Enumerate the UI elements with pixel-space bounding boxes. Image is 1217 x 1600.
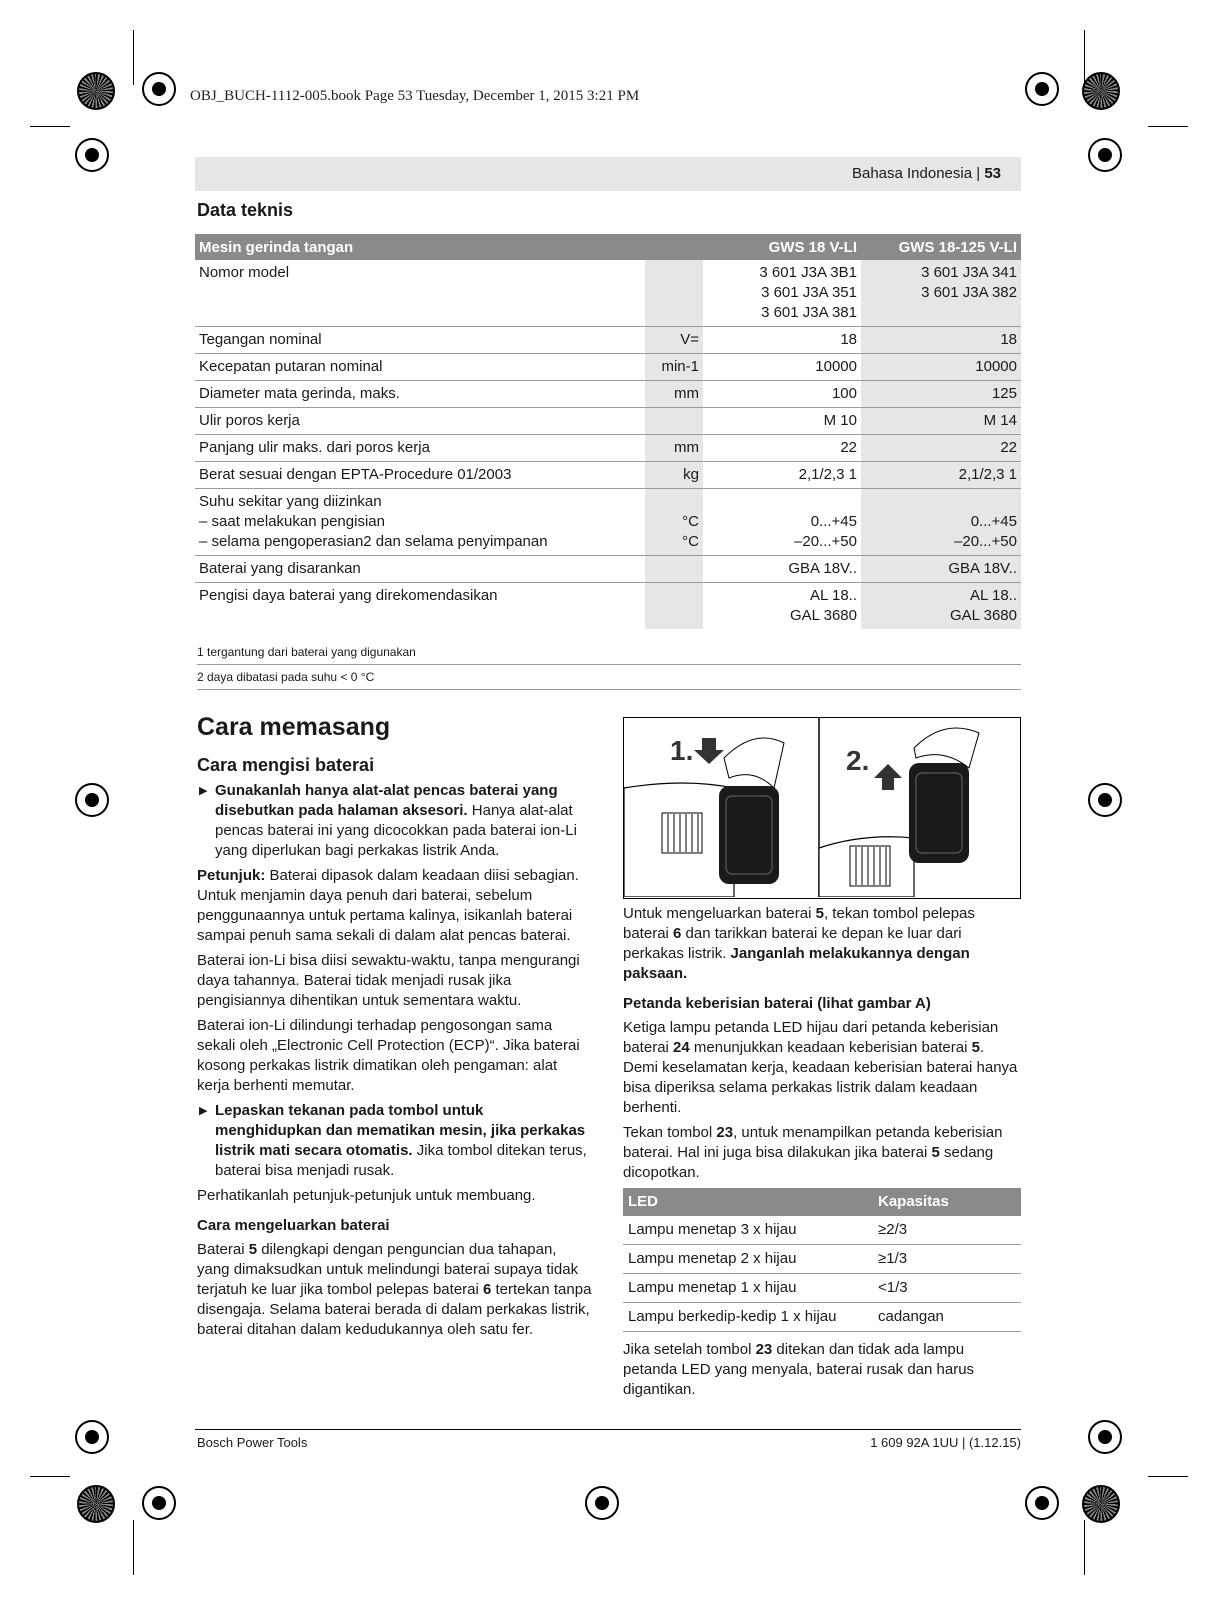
registration-mark-left-top bbox=[75, 138, 109, 172]
spec-col-label: Mesin gerinda tangan bbox=[195, 234, 645, 260]
paragraph-charging: Baterai ion-Li bisa diisi sewaktu-waktu, tanpa mengurangi daya tahannya. Baterai tidak menjadi rusak jika pengisiannya dihentikan untuk sementara waktu. bbox=[197, 952, 580, 1009]
capacity-value: ≥2/3 bbox=[873, 1216, 1021, 1245]
registration-mark-bottom-left bbox=[142, 1486, 176, 1520]
spec-unit bbox=[645, 556, 703, 583]
footer-rule bbox=[195, 1429, 1021, 1430]
spec-value-model-2: 22 bbox=[861, 435, 1021, 462]
step-1-label: 1. bbox=[670, 735, 694, 766]
spec-value-model-1: 18 bbox=[703, 327, 861, 354]
spec-value-model-1: 3 601 J3A 3B1 3 601 J3A 351 3 601 J3A 381 bbox=[703, 260, 861, 327]
spec-value-model-1: 22 bbox=[703, 435, 861, 462]
registration-mark-left-mid bbox=[75, 783, 109, 817]
crop-line bbox=[133, 30, 134, 85]
capacity-value: cadangan bbox=[873, 1303, 1021, 1332]
color-rosette-top-left bbox=[77, 72, 115, 110]
bullet-charger-text: Hanya alat-alat pencas baterai ini yang dicocokkan pada baterai ion-Li yang diperlukan bagi perkakas listrik Anda. bbox=[215, 802, 577, 859]
crop-line bbox=[1148, 126, 1188, 127]
crop-line bbox=[1148, 1476, 1188, 1477]
registration-mark-bottom-center bbox=[585, 1486, 619, 1520]
registration-mark-bottom-right bbox=[1025, 1486, 1059, 1520]
section-title-cara-memasang: Cara memasang bbox=[197, 713, 391, 741]
step-2-label: 2. bbox=[846, 745, 870, 776]
spec-value-model-2: M 14 bbox=[861, 408, 1021, 435]
spec-label: Ulir poros kerja bbox=[195, 408, 645, 435]
crop-line bbox=[1084, 1520, 1085, 1575]
subsection-title-charging: Cara mengisi baterai bbox=[197, 755, 375, 775]
footnote-1: 1 tergantung dari baterai yang digunakan bbox=[197, 640, 1021, 665]
bullet-switch-bold: Lepaskan tekanan pada tombol untuk menghidupkan dan mematikan mesin, jika perkakas listrik mati secara otomatis. bbox=[215, 1102, 586, 1159]
table-row bbox=[195, 462, 1021, 489]
subsection-title-remove: Cara mengeluarkan baterai bbox=[197, 1217, 390, 1234]
spec-unit bbox=[645, 408, 703, 435]
spec-value-model-2: AL 18.. GAL 3680 bbox=[861, 583, 1021, 630]
table-row bbox=[195, 435, 1021, 462]
header-language: Bahasa Indonesia bbox=[851, 165, 973, 182]
book-info-line: OBJ_BUCH-1112-005.book Page 53 Tuesday, December 1, 2015 3:21 PM bbox=[190, 88, 640, 104]
footer-brand: Bosch Power Tools bbox=[197, 1435, 308, 1450]
section-title-data-teknis: Data teknis bbox=[197, 200, 294, 220]
paragraph-remove: Baterai 5 dilengkapi dengan penguncian dua tahapan, yang dimaksudkan untuk melindungi baterai supaya tidak terjatuh ke luar jika tombol pelepas baterai 6 tertekan tanpa disengaja. Selama baterai berada di dalam perkakas listrik, baterai ditahan dalam kedudukannya oleh satu fer. bbox=[197, 1241, 592, 1338]
spec-value-model-1: GBA 18V.. bbox=[703, 556, 861, 583]
led-state: Lampu menetap 2 x hijau bbox=[623, 1245, 873, 1274]
spec-label: Panjang ulir maks. dari poros kerja bbox=[195, 435, 645, 462]
registration-mark-top-left bbox=[142, 72, 176, 106]
spec-unit: min-1 bbox=[645, 354, 703, 381]
battery-removal-figure bbox=[623, 717, 1021, 899]
spec-unit: kg bbox=[645, 462, 703, 489]
spec-value-model-1: 2,1/2,3 1 bbox=[703, 462, 861, 489]
spec-value-model-2: 18 bbox=[861, 327, 1021, 354]
spec-unit: mm bbox=[645, 435, 703, 462]
table-row bbox=[195, 583, 1021, 630]
spec-value-model-1: 100 bbox=[703, 381, 861, 408]
spec-unit: V= bbox=[645, 327, 703, 354]
spec-unit: mm bbox=[645, 381, 703, 408]
spec-label: Baterai yang disarankan bbox=[195, 556, 645, 583]
spec-label: Nomor model bbox=[195, 260, 645, 327]
table-row bbox=[623, 1274, 1021, 1303]
table-row bbox=[623, 1216, 1021, 1245]
spec-label: Suhu sekitar yang diizinkan – saat melakukan pengisian – selama pengoperasian2 dan selama penyimpanan bbox=[195, 489, 645, 556]
registration-mark-right-top bbox=[1088, 138, 1122, 172]
bullet-switch-text: Jika tombol ditekan terus, baterai bisa menjadi rusak. bbox=[215, 1142, 587, 1179]
table-row bbox=[623, 1245, 1021, 1274]
spec-label: Pengisi daya baterai yang direkomendasikan bbox=[199, 587, 498, 604]
crop-line bbox=[133, 1520, 134, 1575]
page-header: Bahasa Indonesia | 53 bbox=[851, 165, 1001, 182]
led-col-header: LED bbox=[623, 1188, 873, 1216]
spec-label: Kecepatan putaran nominal bbox=[195, 354, 645, 381]
table-row bbox=[623, 1303, 1021, 1332]
registration-mark-left-bottom bbox=[75, 1420, 109, 1454]
spec-value-model-2: 10000 bbox=[861, 354, 1021, 381]
capacity-col-header: Kapasitas bbox=[873, 1188, 1021, 1216]
paragraph-press-button: Tekan tombol 23, untuk menampilkan petanda keberisian baterai. Hal ini juga bisa dilakukan jika baterai 5 sedang dicopotkan. bbox=[623, 1124, 1003, 1181]
subsection-title-charge-indicator: Petanda keberisian baterai (lihat gambar A) bbox=[623, 995, 931, 1012]
right-column bbox=[623, 904, 1021, 1405]
table-row bbox=[195, 327, 1021, 354]
battery-pack-2 bbox=[909, 763, 969, 863]
spec-value-model-2: 125 bbox=[861, 381, 1021, 408]
paragraph-disposal: Perhatikanlah petunjuk-petunjuk untuk membuang. bbox=[197, 1187, 536, 1204]
paragraph-ecp: Baterai ion-Li dilindungi terhadap pengosongan sama sekali oleh „Electronic Cell Protection (ECP)“. Jika baterai kosong perkakas listrik dimatikan oleh pengaman: alat kerja berhenti memutar. bbox=[197, 1017, 580, 1094]
bullet-charger-bold: Gunakanlah hanya alat-alat pencas baterai yang disebutkan pada halaman aksesori. bbox=[215, 782, 558, 819]
spec-label: Diameter mata gerinda, maks. bbox=[195, 381, 645, 408]
color-rosette-bottom-right bbox=[1082, 1485, 1120, 1523]
paragraph-remove-instruction: Untuk mengeluarkan baterai 5, tekan tombol pelepas baterai 6 dan tarikkan baterai ke depan ke luar dari perkakas listrik. Janganlah melakukannya dengan paksaan. bbox=[623, 905, 975, 982]
bullet-charger-note bbox=[197, 781, 592, 861]
spec-value-model-2: 2,1/2,3 1 bbox=[861, 462, 1021, 489]
note-text: Baterai dipasok dalam keadaan diisi sebagian. Untuk menjamin daya penuh dari baterai, sebelum penggunaannya untuk pertama kalinya, isikanlah baterai sampai penuh sama sekali di dalam alat pencas baterai. bbox=[197, 867, 579, 944]
spec-col-model-2: GWS 18-125 V-LI bbox=[861, 234, 1021, 260]
spec-footnotes bbox=[197, 640, 1021, 690]
crop-line bbox=[1084, 30, 1085, 85]
spec-unit bbox=[645, 260, 703, 327]
color-rosette-top-right bbox=[1082, 72, 1120, 110]
footer-doc-number: 1 609 92A 1UU | (1.12.15) bbox=[870, 1435, 1021, 1450]
paragraph-defective-battery: Jika setelah tombol 23 ditekan dan tidak ada lampu petanda LED yang menyala, baterai rusak dan harus digantikan. bbox=[623, 1341, 975, 1398]
spec-unit: °C °C bbox=[645, 489, 703, 556]
bullet-switch-note bbox=[197, 1101, 592, 1181]
led-state: Lampu menetap 1 x hijau bbox=[623, 1274, 873, 1303]
led-table-header bbox=[623, 1188, 1021, 1216]
table-row bbox=[195, 408, 1021, 435]
table-row bbox=[195, 260, 1021, 327]
color-rosette-bottom-left bbox=[77, 1485, 115, 1523]
led-state: Lampu berkedip-kedip 1 x hijau bbox=[623, 1303, 873, 1332]
crop-line bbox=[30, 126, 70, 127]
led-state: Lampu menetap 3 x hijau bbox=[623, 1216, 873, 1245]
registration-mark-top-right bbox=[1025, 72, 1059, 106]
led-capacity-table bbox=[623, 1188, 1021, 1332]
spec-value-model-2: GBA 18V.. bbox=[861, 556, 1021, 583]
spec-value-model-1: 10000 bbox=[703, 354, 861, 381]
arrow-down-icon bbox=[694, 738, 724, 764]
left-column bbox=[197, 755, 592, 1345]
spec-unit bbox=[645, 583, 703, 630]
spec-table bbox=[195, 234, 1021, 629]
spec-value-model-1: AL 18.. GAL 3680 bbox=[790, 587, 857, 624]
spec-label: Tegangan nominal bbox=[195, 327, 645, 354]
table-row bbox=[195, 556, 1021, 583]
footnote-2: 2 daya dibatasi pada suhu < 0 °C bbox=[197, 665, 1021, 690]
battery-removal-illustration bbox=[624, 718, 1019, 897]
crop-line bbox=[30, 1476, 70, 1477]
spec-label: Berat sesuai dengan EPTA-Procedure 01/2003 bbox=[195, 462, 645, 489]
table-row bbox=[195, 489, 1021, 556]
spec-col-model-1: GWS 18 V-LI bbox=[703, 234, 861, 260]
battery-pack-1 bbox=[719, 786, 779, 884]
arrow-up-icon bbox=[874, 764, 902, 790]
page-number: 53 bbox=[984, 165, 1001, 182]
spec-value-model-2: 0...+45 –20...+50 bbox=[861, 489, 1021, 556]
spec-col-unit bbox=[645, 234, 703, 260]
capacity-value: <1/3 bbox=[873, 1274, 1021, 1303]
table-row bbox=[195, 354, 1021, 381]
spec-table-header bbox=[195, 234, 1021, 260]
spec-value-model-2: 3 601 J3A 341 3 601 J3A 382 bbox=[861, 260, 1021, 327]
capacity-value: ≥1/3 bbox=[873, 1245, 1021, 1274]
registration-mark-right-bottom bbox=[1088, 1420, 1122, 1454]
spec-value-model-1: M 10 bbox=[703, 408, 861, 435]
note-label: Petunjuk: bbox=[197, 867, 266, 884]
paragraph-led-indicator: Ketiga lampu petanda LED hijau dari petanda keberisian baterai 24 menunjukkan keadaan keberisian baterai 5. Demi keselamatan kerja, keadaan keberisian baterai hanya bisa diperiksa selama perkakas listrik dalam keadaan berhenti. bbox=[623, 1019, 1018, 1116]
warning-no-force: Janganlah melakukannya dengan paksaan. bbox=[623, 945, 970, 982]
paragraph-note bbox=[197, 866, 592, 946]
table-row bbox=[195, 381, 1021, 408]
registration-mark-right-mid bbox=[1088, 783, 1122, 817]
spec-value-model-1: 0...+45 –20...+50 bbox=[703, 489, 861, 556]
